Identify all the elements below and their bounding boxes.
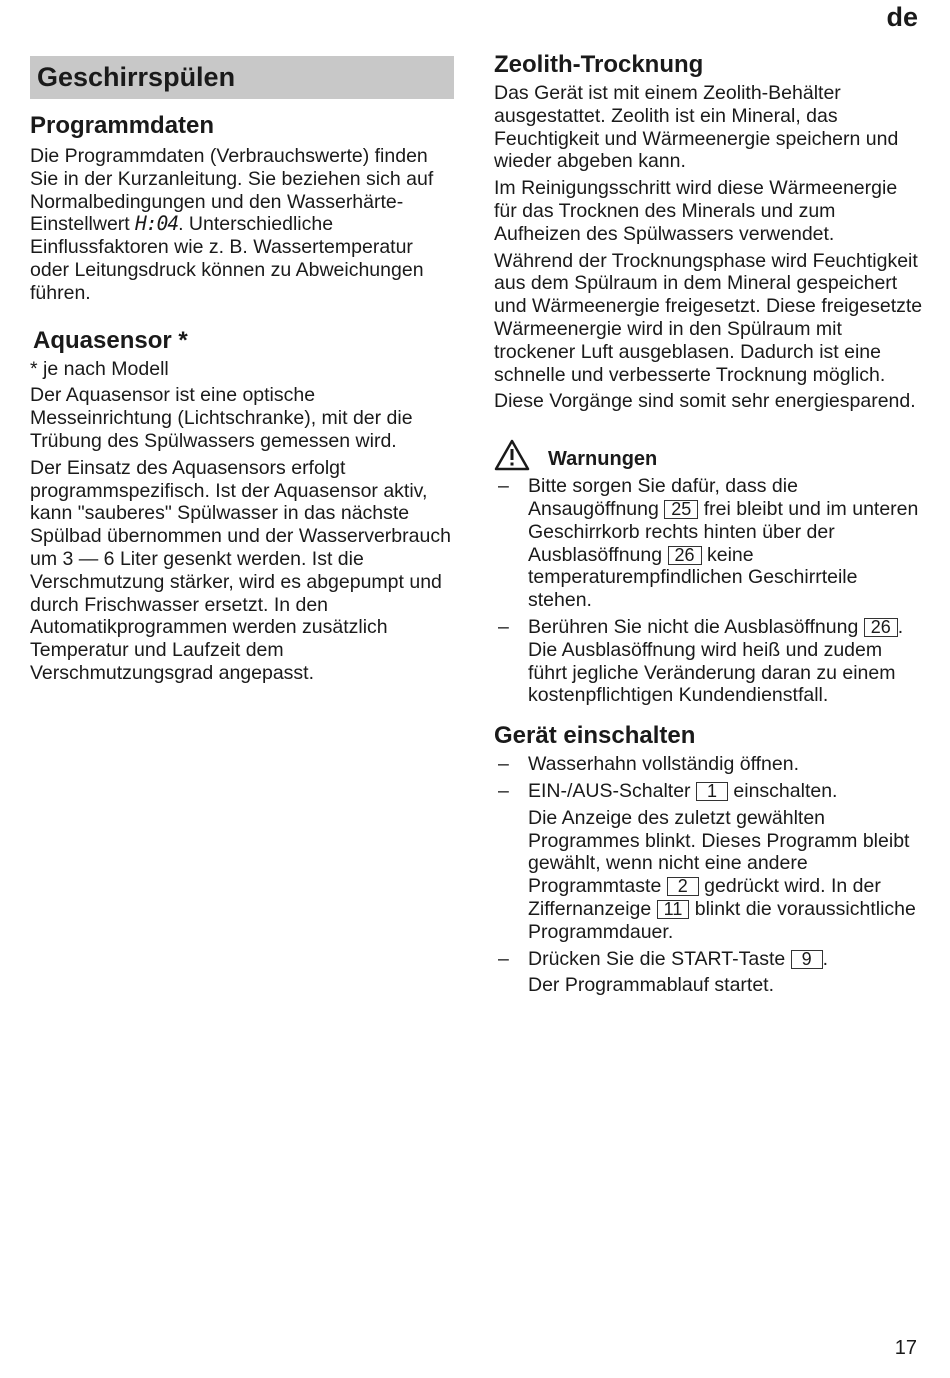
zeolith-paragraph-2: Im Reinigungsschritt wird diese Wärmeenergie für das Trocknen des Minerals und zum Aufheizen des Spülwassers verwendet.: [494, 177, 898, 245]
aquasensor-paragraph-1: Der Aquasensor ist eine optische Messeinrichtung (Lichtschranke), mit der die Trübung des Spülwassers gemessen wird.: [30, 384, 413, 452]
warning-item-2-text-b: . Die Ausblasöffnung wird heiß und zudem führt jegliche Veränderung daran zu einem kostenpflichtigen Kundendienstfall.: [528, 615, 904, 707]
warnings-title: Warnungen: [548, 448, 658, 471]
aquasensor-paragraph-2: Der Einsatz des Aquasensors erfolgt programmspezifisch. Ist der Aquasensor aktiv, kann "sauberes" Spülwasser in das nächste Spülbad übernommen und der Wasserverbrauch um 3 — 6 Liter gesenkt werden. Ist die Verschmutzung stärker, wird es abgepumpt und durch Frischwasser ersetzt. In den Automatikprogrammen werden zusätzlich Temperatur und Laufzeit dem Verschmutzungsgrad angepasst.: [30, 456, 451, 684]
zeolith-paragraph-4: Diese Vorgänge sind somit sehr energiesparend.: [494, 390, 916, 413]
einschalten-step-2-detail: [494, 807, 924, 944]
hardness-display-value: H:04: [135, 212, 179, 236]
section-banner: Geschirrspülen: [30, 56, 454, 99]
aquasensor-note: * je nach Modell: [30, 357, 169, 380]
detail-text-a: Die Anzeige des zuletzt gewählten Programmes blinkt. Dieses Programm bleibt gewählt, wenn nicht eine andere Programmtaste: [528, 806, 910, 898]
warning-item-1-text-a: Bitte sorgen Sie dafür, dass die Ansaugöffnung: [528, 475, 798, 520]
part-ref-2: 2: [667, 877, 699, 896]
part-ref-26: 26: [864, 618, 898, 637]
programmdaten-text: [30, 145, 455, 305]
page-number: 17: [894, 1337, 917, 1359]
part-ref-11: 11: [657, 900, 690, 919]
zeolith-paragraph-3: Während der Trocknungsphase wird Feuchtigkeit aus dem Spülraum in dem Mineral gespeichert und Wärmeenergie freigesetzt. Diese freigesetzte Wärmeenergie wird in den Spülraum mit trockener Luft ausgeblasen. Dadurch ist eine schnelle und verbesserte Trocknung möglich.: [494, 249, 923, 386]
einschalten-step-2: [494, 780, 924, 803]
einschalten-step-2-text-a: EIN-/AUS-Schalter: [528, 779, 691, 802]
warning-item-1-text-b: frei bleibt und im unteren Geschirrkorb rechts hinten über der Ausblasöffnung: [528, 497, 919, 566]
einschalten-step-3-detail: Der Programmablauf startet.: [528, 974, 775, 997]
part-ref-9: 9: [791, 950, 823, 969]
einschalten-step-3: [494, 948, 924, 971]
language-tag: de: [886, 2, 918, 32]
warning-item-2: [494, 616, 924, 707]
programmdaten-text-2: . Unterschiedliche Einflussfaktoren wie z. B. Wassertemperatur oder Leitungsdruck können zu Abweichungen führen.: [30, 213, 424, 304]
einschalten-step-2-text-b: einschalten.: [733, 779, 838, 802]
right-column: [494, 50, 924, 997]
detail-text-b: gedrückt wird. In der Ziffernanzeige: [528, 875, 881, 920]
zeolith-heading: Zeolith-Trocknung: [494, 51, 704, 78]
part-ref-26: 26: [668, 546, 702, 565]
aquasensor-heading: Aquasensor *: [33, 326, 188, 354]
einschalten-step-1: – Wasserhahn vollständig öffnen.: [494, 753, 924, 776]
warning-item-1: [494, 475, 924, 612]
zeolith-paragraph-1: Das Gerät ist mit einem Zeolith-Behälter ausgestattet. Zeolith ist ein Mineral, das Feuchtigkeit und Wärmeenergie speichern und wieder abgeben kann.: [494, 82, 899, 173]
programmdaten-heading: Programmdaten: [30, 112, 215, 139]
warning-triangle-icon: [494, 439, 530, 471]
einschalten-step-3-text-b: .: [822, 947, 829, 970]
programmdaten-text-1: Die Programmdaten (Verbrauchswerte) finden Sie in der Kurzanleitung. Sie beziehen sich auf Normalbedingungen und den Wasserhärte-Einstellwert: [30, 145, 434, 236]
detail-text-c: blinkt die voraussichtliche Programmdauer.: [528, 897, 916, 943]
part-ref-1: 1: [696, 782, 728, 801]
warnings-title-row: [494, 439, 924, 471]
einschalten-step-3-text-a: Drücken Sie die START-Taste: [528, 947, 786, 970]
part-ref-25: 25: [664, 500, 698, 519]
warning-item-1-text-c: keine temperaturempfindlichen Geschirrteile stehen.: [528, 543, 858, 612]
warning-item-2-text-a: Berühren Sie nicht die Ausblasöffnung: [528, 615, 859, 638]
einschalten-heading: Gerät einschalten: [494, 722, 696, 750]
left-column: [30, 111, 455, 685]
